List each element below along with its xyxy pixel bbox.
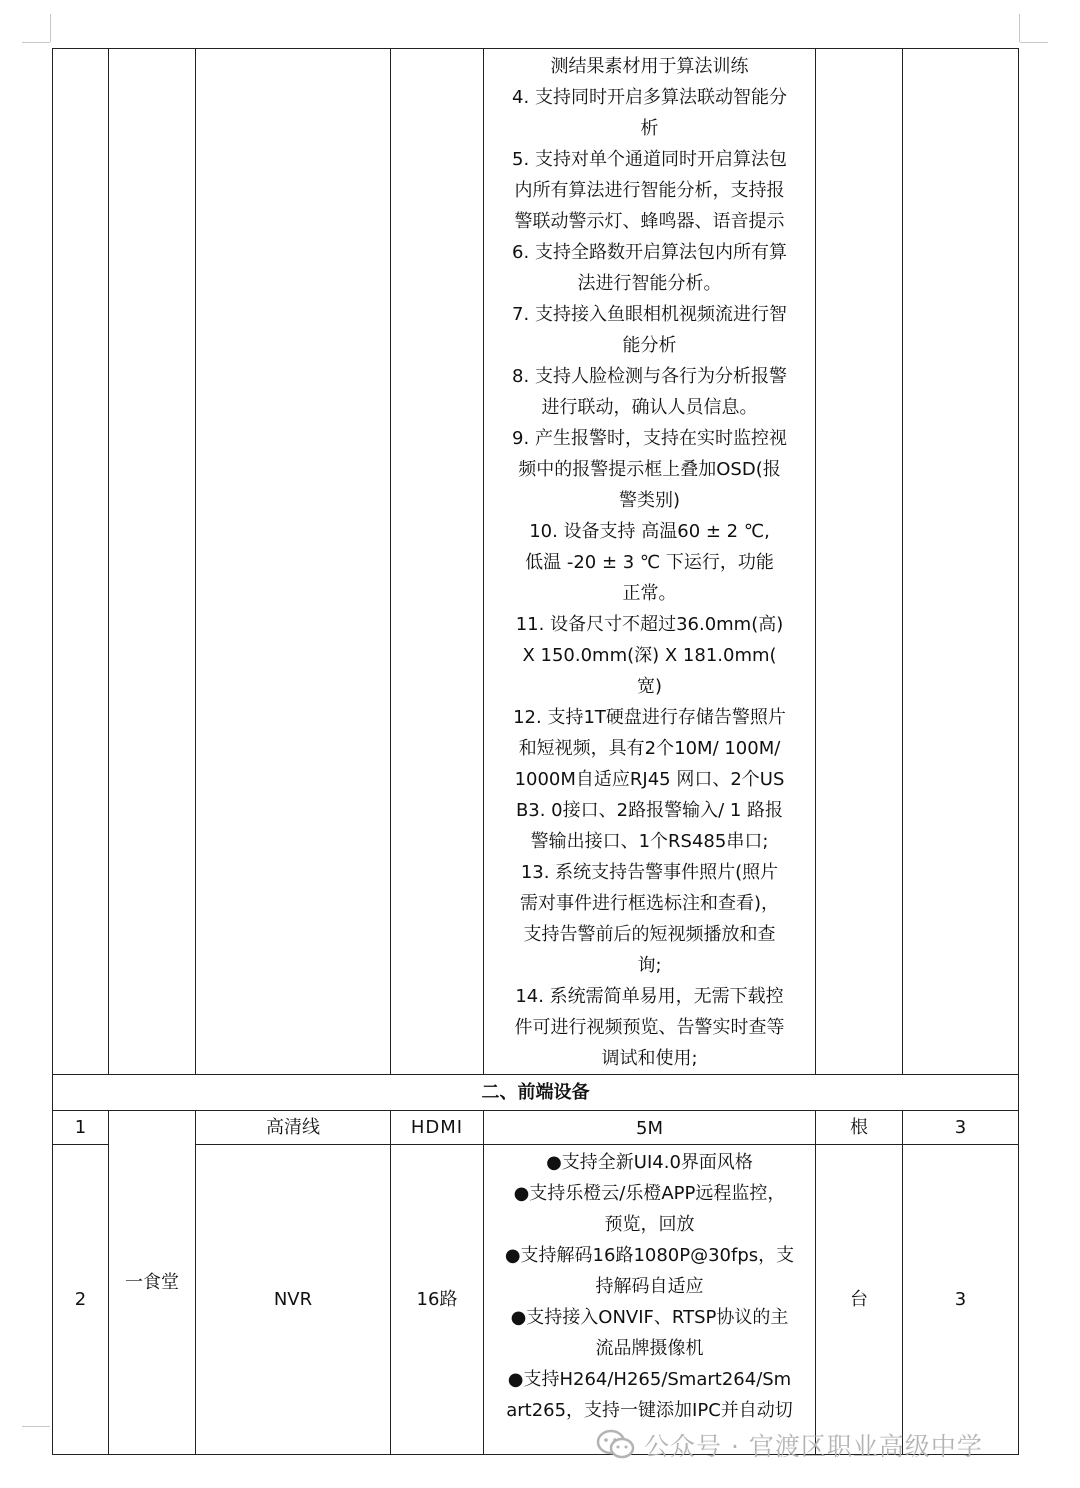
table-row xyxy=(53,1145,1019,1455)
spec-line: 调试和使用; xyxy=(601,1048,698,1069)
spec-line: 支持告警前后的短视频播放和查 xyxy=(523,924,776,945)
crop-mark-top-left-h xyxy=(22,42,50,43)
spec-line: 进行联动，确认人员信息。 xyxy=(541,397,758,418)
spec-line: 5M xyxy=(636,1118,663,1139)
spec-line: 5. 支持对单个通道同时开启算法包 xyxy=(512,149,787,170)
row-index: 2 xyxy=(53,1145,109,1455)
spec-line: ●支持全新UI4.0界面风格 xyxy=(546,1152,753,1173)
spec-line: 4. 支持同时开启多算法联动智能分 xyxy=(512,87,787,108)
spec-line: 11. 设备尺寸不超过36.0mm(高) xyxy=(515,614,784,635)
spec-line: 能分析 xyxy=(622,335,677,356)
spec-line: 持解码自适应 xyxy=(595,1276,704,1297)
spec-line: 14. 系统需简单易用，无需下载控 xyxy=(515,986,784,1007)
wechat-icon xyxy=(596,1429,636,1461)
row-index: 1 xyxy=(53,1111,109,1145)
spec-line: 需对事件进行框选标注和查看)， xyxy=(519,893,780,914)
spec-line: 析 xyxy=(640,118,659,139)
item-spec xyxy=(484,1111,816,1145)
location-cell: 一食堂 xyxy=(109,1111,196,1455)
spec-line: 1000M自适应RJ45 网口、2个US xyxy=(514,769,785,790)
cell-model-empty xyxy=(391,49,484,1075)
spec-line: 8. 支持人脸检测与各行为分析报警 xyxy=(512,366,787,387)
spec-line: X 150.0mm(深) X 181.0mm( xyxy=(522,645,777,666)
crop-mark-bottom-left-h xyxy=(22,1426,50,1427)
spec-line: B3. 0接口、2路报警输入/ 1 路报 xyxy=(515,800,784,821)
spec-line: 低温 -20 ± 3 ℃ 下运行，功能 xyxy=(525,552,774,573)
spec-line: 预览，回放 xyxy=(604,1214,695,1235)
continuation-row xyxy=(53,49,1019,1075)
item-unit: 台 xyxy=(816,1145,903,1455)
spec-line: 10. 设备支持 高温60 ± 2 ℃, xyxy=(529,521,770,542)
spec-line: 7. 支持接入鱼眼相机视频流进行智 xyxy=(512,304,787,325)
crop-mark-top-right-v xyxy=(1019,14,1020,42)
cell-unit-empty xyxy=(816,49,903,1075)
spec-line: 内所有算法进行智能分析，支持报 xyxy=(514,180,785,201)
spec-line: 和短视频，具有2个10M/ 100M/ xyxy=(518,738,781,759)
spec-line: 警输出接口、1个RS485串口; xyxy=(530,831,769,852)
continuation-spec-lines xyxy=(490,51,809,1074)
item-name: 高清线 xyxy=(196,1111,391,1145)
spec-lines xyxy=(490,1147,809,1426)
procurement-spec-table xyxy=(52,48,1019,1455)
crop-mark-top-right-h xyxy=(1020,42,1048,43)
spec-line: 正常。 xyxy=(622,583,677,604)
spec-line: ●支持H264/H265/Smart264/Sm xyxy=(507,1369,792,1390)
item-model: HDMI xyxy=(391,1111,484,1145)
spec-line: ●支持乐橙云/乐橙APP远程监控， xyxy=(513,1183,786,1204)
spec-line: 警联动警示灯、蜂鸣器、语音提示 xyxy=(514,211,785,232)
item-unit: 根 xyxy=(816,1111,903,1145)
spec-line: 件可进行视频预览、告警实时查等 xyxy=(514,1017,785,1038)
spec-line: 法进行智能分析。 xyxy=(577,273,722,294)
spec-line: 宽) xyxy=(636,676,663,697)
item-qty: 3 xyxy=(903,1145,1019,1455)
crop-mark-top-left-v xyxy=(50,14,51,42)
item-spec xyxy=(484,1145,816,1455)
wechat-watermark xyxy=(596,1427,983,1463)
continuation-spec-cell xyxy=(484,49,816,1075)
spec-lines xyxy=(490,1113,809,1144)
spec-line: ●支持解码16路1080P@30fps，支 xyxy=(504,1245,795,1266)
cell-location-empty xyxy=(109,49,196,1075)
spec-line: art265，支持一键添加IPC并自动切 xyxy=(506,1400,793,1421)
watermark-text: 公众号 · 官渡区职业高级中学 xyxy=(644,1432,983,1461)
spec-line: 频中的报警提示框上叠加OSD(报 xyxy=(518,459,781,480)
spec-line: 流品牌摄像机 xyxy=(595,1338,704,1359)
item-name: NVR xyxy=(196,1145,391,1455)
cell-name-empty xyxy=(196,49,391,1075)
section-title: 二、前端设备 xyxy=(53,1075,1019,1111)
spec-line: 警类别) xyxy=(618,490,681,511)
spec-line: 询; xyxy=(637,955,662,976)
spec-line: 9. 产生报警时，支持在实时监控视 xyxy=(512,428,787,449)
spec-line: ●支持接入ONVIF、RTSP协议的主 xyxy=(510,1307,789,1328)
section-header-row xyxy=(53,1075,1019,1111)
item-model: 16路 xyxy=(391,1145,484,1455)
spec-line: 13. 系统支持告警事件照片(照片 xyxy=(520,862,779,883)
item-qty: 3 xyxy=(903,1111,1019,1145)
spec-line: 测结果素材用于算法训练 xyxy=(550,56,749,77)
spec-line: 6. 支持全路数开启算法包内所有算 xyxy=(512,242,787,263)
table-row xyxy=(53,1111,1019,1145)
cell-qty-empty xyxy=(903,49,1019,1075)
cell-index-empty xyxy=(53,49,109,1075)
spec-line: 12. 支持1T硬盘进行存储告警照片 xyxy=(513,707,786,728)
